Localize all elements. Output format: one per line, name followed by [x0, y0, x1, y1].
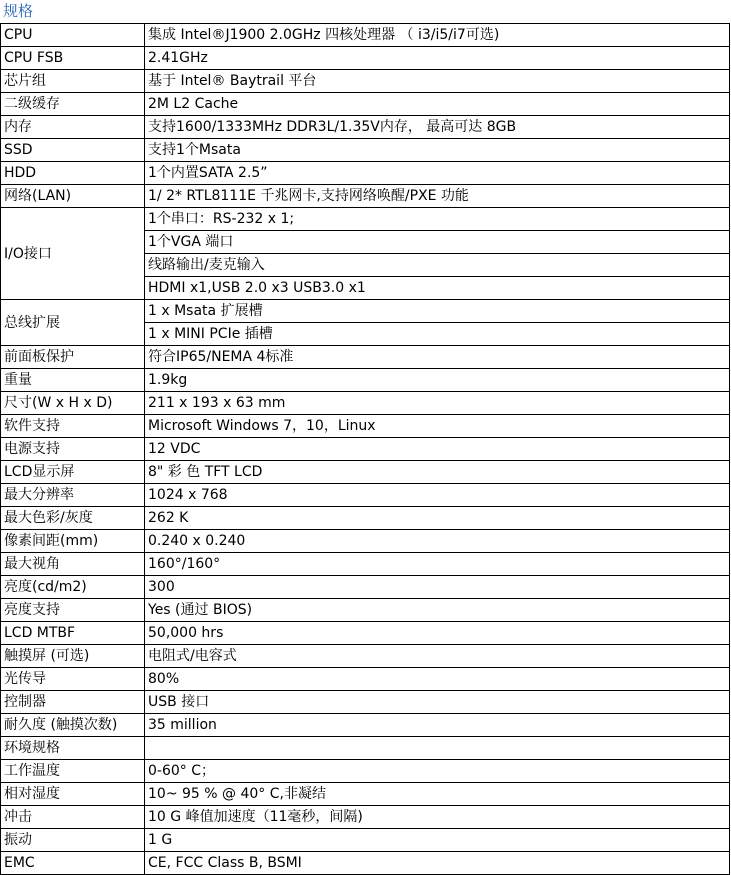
spec-label: 触摸屏 (可选) [1, 645, 145, 668]
spec-row [1, 668, 730, 691]
spec-label: 冲击 [1, 806, 145, 829]
spec-row [1, 622, 730, 645]
spec-label: 芯片组 [1, 70, 145, 93]
spec-label: HDD [1, 162, 145, 185]
spec-row [1, 369, 730, 392]
spec-row [1, 484, 730, 507]
spec-value: 262 K [145, 507, 730, 530]
spec-value: 211 x 193 x 63 mm [145, 392, 730, 415]
spec-label: 总线扩展 [1, 300, 145, 346]
spec-table-body [1, 24, 730, 875]
spec-value: 0.240 x 0.240 [145, 530, 730, 553]
spec-row [1, 783, 730, 806]
spec-label: 亮度支持 [1, 599, 145, 622]
spec-value: 300 [145, 576, 730, 599]
spec-value: 1个串口：RS-232 x 1; [145, 208, 730, 231]
spec-value: 电阻式/电容式 [145, 645, 730, 668]
spec-row [1, 737, 730, 760]
spec-label: 最大视角 [1, 553, 145, 576]
spec-row [1, 714, 730, 737]
spec-value: 2.41GHz [145, 47, 730, 70]
spec-value: 8" 彩 色 TFT LCD [145, 461, 730, 484]
spec-row [1, 162, 730, 185]
spec-row [1, 392, 730, 415]
spec-value: 符合IP65/NEMA 4标准 [145, 346, 730, 369]
spec-row [1, 507, 730, 530]
spec-value: 1个VGA 端口 [145, 231, 730, 254]
spec-label: 亮度(cd/m2) [1, 576, 145, 599]
spec-label: 耐久度 (触摸次数) [1, 714, 145, 737]
spec-row [1, 438, 730, 461]
spec-row [1, 829, 730, 852]
spec-value: 35 million [145, 714, 730, 737]
spec-value: 1024 x 768 [145, 484, 730, 507]
spec-label: 前面板保护 [1, 346, 145, 369]
spec-table [0, 23, 730, 875]
spec-row [1, 576, 730, 599]
spec-value: HDMI x1,USB 2.0 x3 USB3.0 x1 [145, 277, 730, 300]
spec-row [1, 93, 730, 116]
spec-label: 最大色彩/灰度 [1, 507, 145, 530]
spec-row [1, 852, 730, 875]
spec-row [1, 139, 730, 162]
spec-row [1, 300, 730, 323]
spec-row [1, 70, 730, 93]
spec-row [1, 599, 730, 622]
spec-value: 2M L2 Cache [145, 93, 730, 116]
spec-label: CPU [1, 24, 145, 47]
spec-label: 工作温度 [1, 760, 145, 783]
spec-label: 光传导 [1, 668, 145, 691]
spec-label: 像素间距(mm) [1, 530, 145, 553]
spec-row [1, 691, 730, 714]
spec-row [1, 24, 730, 47]
spec-label: EMC [1, 852, 145, 875]
spec-value: 1/ 2* RTL8111E 千兆网卡,支持网络唤醒/PXE 功能 [145, 185, 730, 208]
spec-value: 12 VDC [145, 438, 730, 461]
spec-label: SSD [1, 139, 145, 162]
spec-value: 80% [145, 668, 730, 691]
spec-value [145, 737, 730, 760]
spec-label: 内存 [1, 116, 145, 139]
spec-label: LCD显示屏 [1, 461, 145, 484]
spec-label: 网络(LAN) [1, 185, 145, 208]
spec-row [1, 415, 730, 438]
spec-value: 0-60° C； [145, 760, 730, 783]
spec-value: 10 G 峰值加速度（11毫秒，间隔) [145, 806, 730, 829]
spec-value: Yes (通过 BIOS) [145, 599, 730, 622]
spec-row [1, 760, 730, 783]
spec-label: CPU FSB [1, 47, 145, 70]
spec-value: 支持1个Msata [145, 139, 730, 162]
spec-label: 重量 [1, 369, 145, 392]
spec-row [1, 208, 730, 231]
spec-value: 支持1600/1333MHz DDR3L/1.35V内存， 最高可达 8GB [145, 116, 730, 139]
spec-value: USB 接口 [145, 691, 730, 714]
spec-value: 1 G [145, 829, 730, 852]
spec-label: 二级缓存 [1, 93, 145, 116]
spec-row [1, 806, 730, 829]
spec-row [1, 346, 730, 369]
spec-label: 相对湿度 [1, 783, 145, 806]
spec-label: 软件支持 [1, 415, 145, 438]
spec-value: 1.9kg [145, 369, 730, 392]
spec-value: 50,000 hrs [145, 622, 730, 645]
spec-row [1, 47, 730, 70]
spec-row [1, 645, 730, 668]
spec-value: 1个内置SATA 2.5” [145, 162, 730, 185]
spec-value: 集成 Intel®J1900 2.0GHz 四核处理器 （ i3/i5/i7可选) [145, 24, 730, 47]
spec-value: 1 x Msata 扩展槽 [145, 300, 730, 323]
spec-row [1, 461, 730, 484]
spec-row [1, 116, 730, 139]
spec-label: I/O接口 [1, 208, 145, 300]
spec-value: 160°/160° [145, 553, 730, 576]
spec-label: 尺寸(W x H x D) [1, 392, 145, 415]
spec-row [1, 530, 730, 553]
spec-title: 规格 [3, 2, 34, 20]
spec-value: 1 x MINI PCIe 插槽 [145, 323, 730, 346]
spec-row [1, 553, 730, 576]
spec-label: 振动 [1, 829, 145, 852]
spec-label: 环境规格 [1, 737, 145, 760]
spec-row [1, 185, 730, 208]
spec-label: LCD MTBF [1, 622, 145, 645]
spec-value: 基于 Intel® Baytrail 平台 [145, 70, 730, 93]
spec-value: Microsoft Windows 7，10，Linux [145, 415, 730, 438]
spec-value: 线路输出/麦克输入 [145, 254, 730, 277]
spec-label: 电源支持 [1, 438, 145, 461]
spec-value: CE, FCC Class B, BSMI [145, 852, 730, 875]
spec-label: 控制器 [1, 691, 145, 714]
spec-label: 最大分辨率 [1, 484, 145, 507]
spec-value: 10~ 95 % @ 40° C,非凝结 [145, 783, 730, 806]
